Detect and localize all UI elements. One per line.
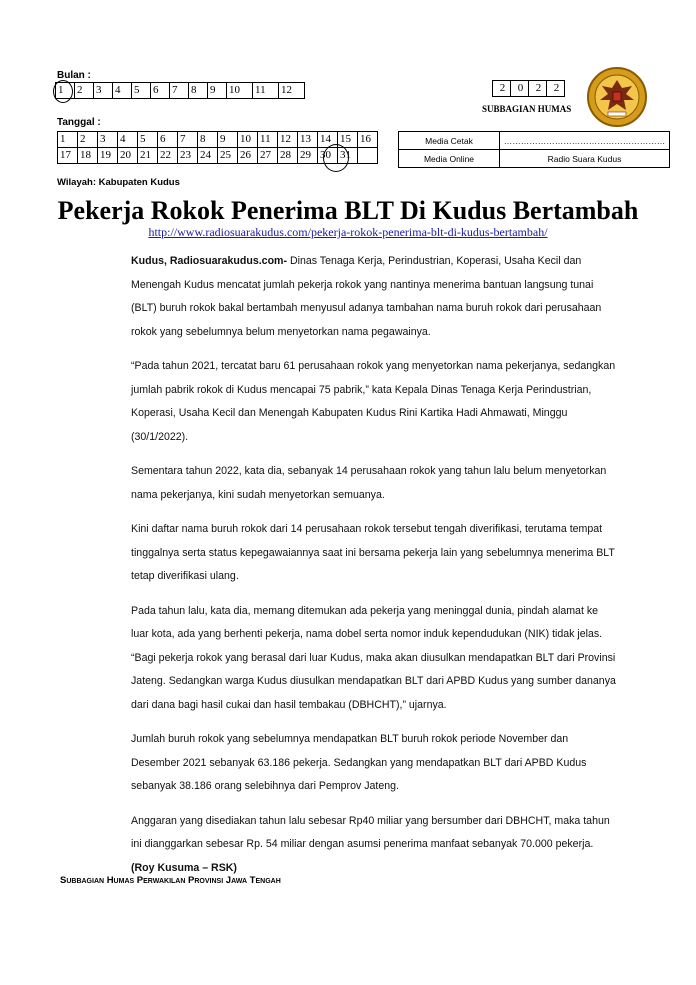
lead-text: Dinas Tenaga Kerja, Perindustrian, Koperasi, Usaha Kecil dan Menengah Kudus mencatat jumlah pekerja rokok yang nantinya menerima bantuan langsung tunai (BLT) buruh rokok bakal bertambah menyusul adanya tambahan nama buruh rokok dari perusahaan rokok yang sebelumnya belum menyetorkan nama pegawainya.	[131, 255, 602, 338]
date-cell: 21	[138, 148, 158, 164]
year-digit-cell: 2	[529, 81, 547, 97]
date-cell: 4	[118, 132, 138, 148]
date-cell: 11	[258, 132, 278, 148]
date-cell: 23	[178, 148, 198, 164]
date-cell: 26	[238, 148, 258, 164]
wilayah-label: Wilayah: Kabupaten Kudus	[57, 177, 180, 188]
date-cell: 19	[98, 148, 118, 164]
month-cell: 5	[132, 83, 151, 99]
author-credit: (Roy Kusuma – RSK)	[131, 861, 237, 874]
date-cell: 22	[158, 148, 178, 164]
month-cell: 6	[151, 83, 170, 99]
date-cell: 29	[298, 148, 318, 164]
month-cell: 2	[75, 83, 94, 99]
year-box	[492, 80, 565, 97]
tanggal-label: Tanggal :	[57, 117, 101, 128]
last-text: Anggaran yang disediakan tahun lalu sebesar Rp40 miliar yang bersumber dari DBHCHT, maka tahun ini dianggarkan sebesar Rp. 54 miliar dengan asumsi penerima manfaat sebanyak 70.000 pekerja.	[131, 814, 610, 850]
date-cell: 24	[198, 148, 218, 164]
date-cell: 7	[178, 132, 198, 148]
media-table	[398, 131, 670, 168]
article-url-link[interactable]: http://www.radiosuarakudus.com/pekerja-rokok-penerima-blt-di-kudus-bertambah/	[148, 225, 548, 239]
date-cell: 17	[58, 148, 78, 164]
paragraph: Pada tahun lalu, kata dia, memang ditemukan ada pekerja yang meninggal dunia, pindah alamat ke luar kota, ada yang berhenti pekerja, nama dobel serta nomor induk kependudukan (NIK) tidak jelas.	[131, 604, 603, 640]
date-cell: 2	[78, 132, 98, 148]
year-digit-cell: 2	[547, 81, 565, 97]
media-cetak-label: Media Cetak	[399, 132, 500, 150]
selected-date-circle	[323, 144, 349, 172]
subbagian-label: SUBBAGIAN HUMAS	[482, 104, 572, 114]
month-cell: 8	[189, 83, 208, 99]
date-cell: 8	[198, 132, 218, 148]
date-cell: 31	[338, 148, 358, 164]
date-cell: 15	[338, 132, 358, 148]
month-cell: 3	[94, 83, 113, 99]
month-cell: 7	[170, 83, 189, 99]
paragraph-last	[131, 810, 616, 881]
bulan-grid	[55, 82, 305, 99]
month-cell: 11	[253, 83, 279, 99]
date-cell: 9	[218, 132, 238, 148]
year-digit-cell: 2	[493, 81, 511, 97]
paragraph: Sementara tahun 2022, kata dia, sebanyak 14 perusahaan rokok yang tahun lalu belum menyetorkan nama pekerjanya, kini sudah menyetorkan semuanya.	[131, 465, 607, 501]
media-online-value: Radio Suara Kudus	[500, 150, 670, 168]
paragraph: Jumlah buruh rokok yang sebelumnya mendapatkan BLT buruh rokok periode November dan Desember 2021 sebanyak 63.186 pekerja. Sedangkan yang mendapatkan BLT dari APBD Kudus sebanyak 38.186 orang selebihnya dari Pemprov Jateng.	[131, 733, 587, 792]
date-cell: 28	[278, 148, 298, 164]
month-cell: 1	[56, 83, 75, 99]
month-cell: 10	[227, 83, 253, 99]
month-cell: 4	[113, 83, 132, 99]
date-cell: 25	[218, 148, 238, 164]
date-cell: 18	[78, 148, 98, 164]
date-cell: 14	[318, 132, 338, 148]
month-cell: 9	[208, 83, 227, 99]
date-cell: 16	[358, 132, 378, 148]
paragraph: Kini daftar nama buruh rokok dari 14 perusahaan rokok tersebut tengah diverifikasi, terutama tempat tinggalnya serta status kepegawaiannya saat ini bersama pekerja lain yang sebelumnya menerima BLT tetap diverifikasi ulang.	[131, 523, 615, 582]
selected-month-circle	[53, 80, 73, 103]
media-online-label: Media Online	[399, 150, 500, 168]
year-digit-cell: 0	[511, 81, 529, 97]
date-cell: 5	[138, 132, 158, 148]
date-cell: 27	[258, 148, 278, 164]
article-title: Pekerja Rokok Penerima BLT Di Kudus Bertambah	[57, 196, 639, 225]
date-cell: 1	[58, 132, 78, 148]
date-cell: 13	[298, 132, 318, 148]
date-empty-cell	[358, 148, 378, 164]
media-cetak-value: …………………………………………………	[500, 132, 670, 150]
date-cell: 10	[238, 132, 258, 148]
month-cell: 12	[279, 83, 305, 99]
footer-subbagian: Subbagian Humas Perwakilan Provinsi Jawa Tengah	[60, 875, 281, 886]
lead-source: Kudus, Radiosuarakudus.com-	[131, 255, 287, 267]
date-cell: 30	[318, 148, 338, 164]
garuda-emblem-icon	[586, 66, 648, 128]
date-cell: 6	[158, 132, 178, 148]
date-cell: 20	[118, 148, 138, 164]
bulan-label: Bulan :	[57, 70, 91, 81]
paragraph: “Pada tahun 2021, tercatat baru 61 perusahaan rokok yang menyetorkan nama pekerjanya, sedangkan jumlah pabrik rokok di Kudus mencapai 75 pabrik,” kata Kepala Dinas Tenaga Kerja Perindustrian, Koperasi, Usaha Kecil dan Menengah Kabupaten Kudus Rini Kartika Hadi Ahmawati, Minggu (30/1/2022).	[131, 360, 616, 443]
quote-paragraph: “Bagi pekerja rokok yang berasal dari luar Kudus, maka akan diusulkan mendapatkan BLT dari Provinsi Jateng. Sedangkan warga Kudus diusulkan mendapatkan BLT dari APBD Kudus yang sumber dananya dari dana bagi hasil cukai dan hasil tembakau (DBHCHT),” ujarnya.	[131, 651, 616, 711]
date-cell: 12	[278, 132, 298, 148]
paragraph-lead	[131, 250, 616, 344]
date-cell: 3	[98, 132, 118, 148]
article-body	[131, 250, 616, 891]
